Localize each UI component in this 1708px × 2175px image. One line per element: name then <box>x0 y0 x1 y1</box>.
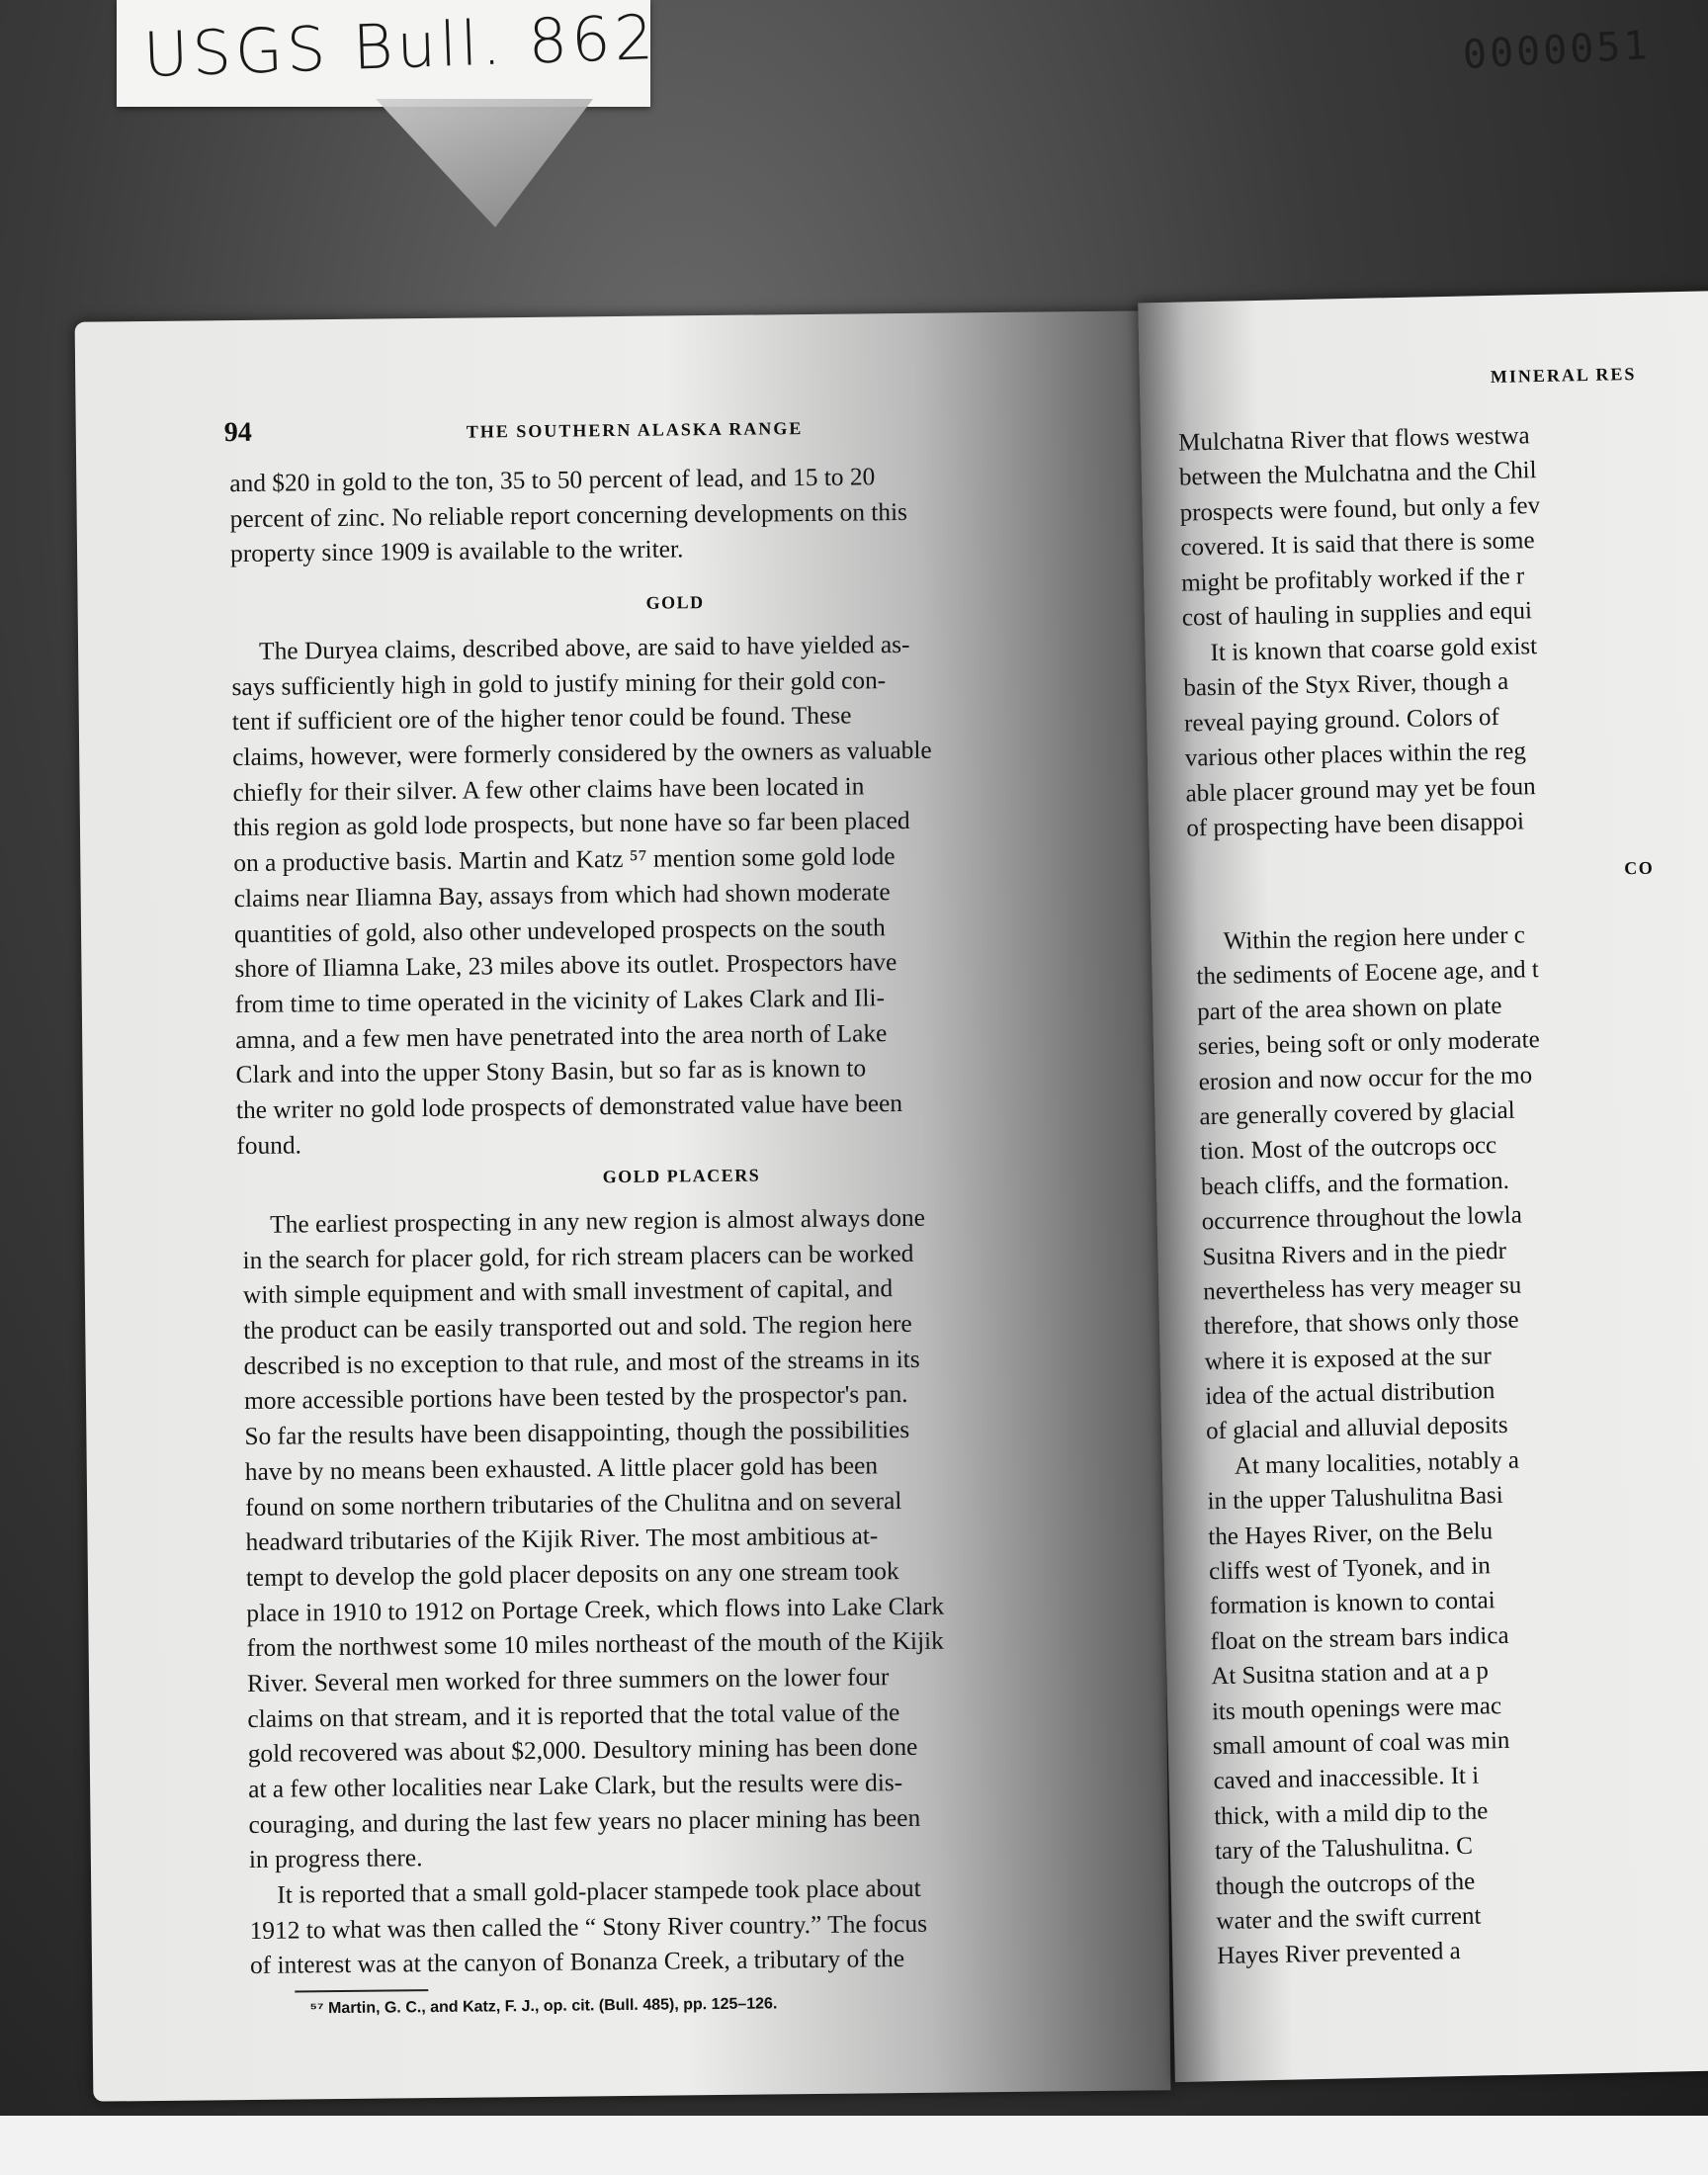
text-line: claims near Iliamna Bay, assays from which had shown moderate <box>233 877 891 913</box>
text-line: headward tributaries of the Kijik River. The most ambitious at- <box>245 1522 879 1557</box>
text-line: are generally covered by glacial <box>1199 1096 1515 1131</box>
text-line: and $20 in gold to the ton, 35 to 50 percent of lead, and 15 to 20 <box>229 463 876 498</box>
text-line: caved and inaccessible. It i <box>1213 1762 1480 1795</box>
text-line: with simple equipment and with small investment of capital, and <box>242 1274 894 1310</box>
text-line: in the search for placer gold, for rich stream placers can be worked <box>242 1239 914 1274</box>
text-line: The Duryea claims, described above, are said to have yielded as- <box>258 630 910 665</box>
handwritten-catalog-note: USGS Bull. 862 <box>141 0 659 92</box>
text-line: found on some northern tributaries of the Chulitna and on several <box>245 1486 902 1522</box>
text-line: might be profitably worked if the r <box>1180 562 1525 597</box>
text-line: Within the region here under c <box>1223 921 1526 955</box>
text-line: have by no means been exhausted. A little placer gold has been <box>244 1451 879 1486</box>
paragraph-gold-placers <box>242 1201 948 1984</box>
text-line: It is reported that a small gold-placer stampede took place about <box>277 1873 921 1909</box>
text-line: basin of the Styx River, though a <box>1183 668 1509 702</box>
text-line: amna, and a few men have penetrated into the area north of Lake <box>235 1018 888 1054</box>
page-number: 94 <box>223 416 252 449</box>
text-line: quantities of gold, also other undeveloped prospects on the south <box>233 913 886 948</box>
text-line: Mulchatna River that flows westwa <box>1177 422 1530 457</box>
right-page <box>1138 291 1708 2082</box>
text-line: from time to time operated in the vicinity of Lakes Clark and Ili- <box>234 984 886 1018</box>
paragraph-right-c <box>1195 917 1560 1974</box>
text-line: It is known that coarse gold exist <box>1210 633 1538 667</box>
text-line: nevertheless has very meager su <box>1202 1271 1522 1306</box>
text-line: Clark and into the upper Stony Basin, but so far as is known to <box>235 1054 867 1089</box>
text-line: idea of the actual distribution <box>1205 1377 1495 1411</box>
text-line: at a few other localities near Lake Clark, but the results were dis- <box>248 1769 903 1803</box>
text-line: of interest was at the canyon of Bonanza Creek, a tributary of the <box>249 1945 905 1980</box>
text-line: cliffs west of Tyonek, and in <box>1208 1552 1492 1586</box>
text-line: tion. Most of the outcrops occ <box>1199 1132 1497 1166</box>
paragraph-intro <box>229 460 907 572</box>
section-heading-coal: CO <box>1624 857 1655 879</box>
text-line: couraging, and during the last few years no placer mining has been <box>248 1803 921 1839</box>
text-line: So far the results have been disappointing, though the possibilities <box>244 1416 910 1451</box>
text-line: Hayes River prevented a <box>1216 1938 1461 1970</box>
text-line: At many localities, notably a <box>1234 1446 1520 1480</box>
text-line: tary of the Talushulitna. C <box>1214 1832 1474 1866</box>
text-line: in the upper Talushulitna Basi <box>1207 1482 1503 1516</box>
text-line: gold recovered was about $2,000. Desultory mining has been done <box>247 1733 918 1769</box>
footnote-rule <box>295 1989 428 1992</box>
stamped-page-id: 0000051 <box>1461 23 1652 78</box>
text-line: series, being soft or only moderate <box>1197 1026 1540 1061</box>
text-line: water and the swift current <box>1216 1902 1482 1936</box>
text-line: float on the stream bars indica <box>1210 1621 1509 1656</box>
text-line: covered. It is said that there is some <box>1180 527 1535 562</box>
text-line: erosion and now occur for the mo <box>1198 1061 1533 1095</box>
text-line: in progress there. <box>248 1844 423 1874</box>
text-line: percent of zinc. No reliable report concerning developments on this <box>229 497 908 533</box>
text-line: of prospecting have been disappoi <box>1186 808 1525 842</box>
text-line: prospects were found, but only a fev <box>1179 491 1541 527</box>
text-line: part of the area shown on plate <box>1196 992 1502 1026</box>
text-line: on a productive basis. Martin and Katz ⁵⁷ mention some gold lode <box>233 842 896 878</box>
text-line: the Hayes River, on the Belu <box>1208 1517 1494 1550</box>
text-line: 1912 to what was then called the “ Stony River country.” The focus <box>249 1909 928 1945</box>
text-line: small amount of coal was min <box>1212 1726 1510 1761</box>
paragraph-right-b <box>1182 629 1541 846</box>
text-line: tempt to develop the gold placer deposits on any one stream took <box>245 1556 899 1592</box>
text-line: cost of hauling in supplies and equi <box>1181 597 1533 632</box>
text-line: found. <box>236 1131 302 1160</box>
section-heading-gold-placers: GOLD PLACERS <box>602 1165 761 1187</box>
text-line: tent if sufficient ore of the higher tenor could be found. These <box>231 701 852 737</box>
text-line: thick, with a mild dip to the <box>1214 1797 1489 1830</box>
text-line: River. Several men worked for three summers on the lower four <box>246 1663 890 1697</box>
text-line: The earliest prospecting in any new region is almost always done <box>270 1203 926 1239</box>
text-line: more accessible portions have been tested by the prospector's pan. <box>243 1380 908 1416</box>
scan-bottom-margin <box>0 2116 1708 2175</box>
text-line: chiefly for their silver. A few other claims have been located in <box>232 772 865 807</box>
text-line: At Susitna station and at a p <box>1211 1657 1490 1691</box>
text-line: reveal paying ground. Colors of <box>1183 703 1500 738</box>
text-line: formation is known to contai <box>1209 1587 1495 1620</box>
text-line: between the Mulchatna and the Chil <box>1178 457 1537 492</box>
text-line: the writer no gold lode prospects of demonstrated value have been <box>235 1088 903 1125</box>
running-head: THE SOUTHERN ALASKA RANGE <box>466 418 804 442</box>
text-line: the sediments of Eocene age, and t <box>1196 956 1540 991</box>
text-line: claims, however, were formerly considered by the owners as valuable <box>232 736 932 772</box>
section-heading-gold: GOLD <box>645 592 705 613</box>
text-line: property since 1909 is available to the writer. <box>229 535 684 568</box>
text-line: though the outcrops of the <box>1215 1868 1476 1900</box>
text-line: says sufficiently high in gold to justify mining for their gold con- <box>231 665 887 701</box>
text-line: the product can be easily transported out and sold. The region here <box>243 1310 912 1346</box>
left-page <box>75 310 1171 2101</box>
paragraph-right-a <box>1178 418 1543 636</box>
text-line: able placer ground may yet be foun <box>1185 772 1536 808</box>
text-line: from the northwest some 10 miles northeast of the mouth of the Kijik <box>246 1626 944 1663</box>
text-line: claims on that stream, and it is reported that the total value of the <box>247 1697 900 1733</box>
footnote: ⁵⁷ Martin, G. C., and Katz, F. J., op. cit. (Bull. 485), pp. 125–126. <box>309 1995 778 2018</box>
text-line: occurrence throughout the lowla <box>1201 1201 1523 1236</box>
text-line: its mouth openings were mac <box>1211 1692 1502 1725</box>
text-line: shore of Iliamna Lake, 23 miles above its outlet. Prospectors have <box>234 948 897 984</box>
text-line: various other places within the reg <box>1184 738 1527 772</box>
text-line: where it is exposed at the sur <box>1204 1342 1493 1375</box>
text-line: place in 1910 to 1912 on Portage Creek, which flows into Lake Clark <box>246 1592 945 1627</box>
text-line: this region as gold lode prospects, but none have so far been placed <box>232 807 910 842</box>
text-line: described is no exception to that rule, and most of the streams in its <box>243 1345 920 1380</box>
text-line: therefore, that shows only those <box>1203 1306 1519 1341</box>
paragraph-gold <box>231 628 936 1165</box>
text-line: of glacial and alluvial deposits <box>1205 1412 1508 1445</box>
text-line: Susitna Rivers and in the piedr <box>1202 1237 1507 1270</box>
text-line: beach cliffs, and the formation. <box>1200 1167 1510 1201</box>
running-head-right: MINERAL RES <box>1490 363 1637 388</box>
